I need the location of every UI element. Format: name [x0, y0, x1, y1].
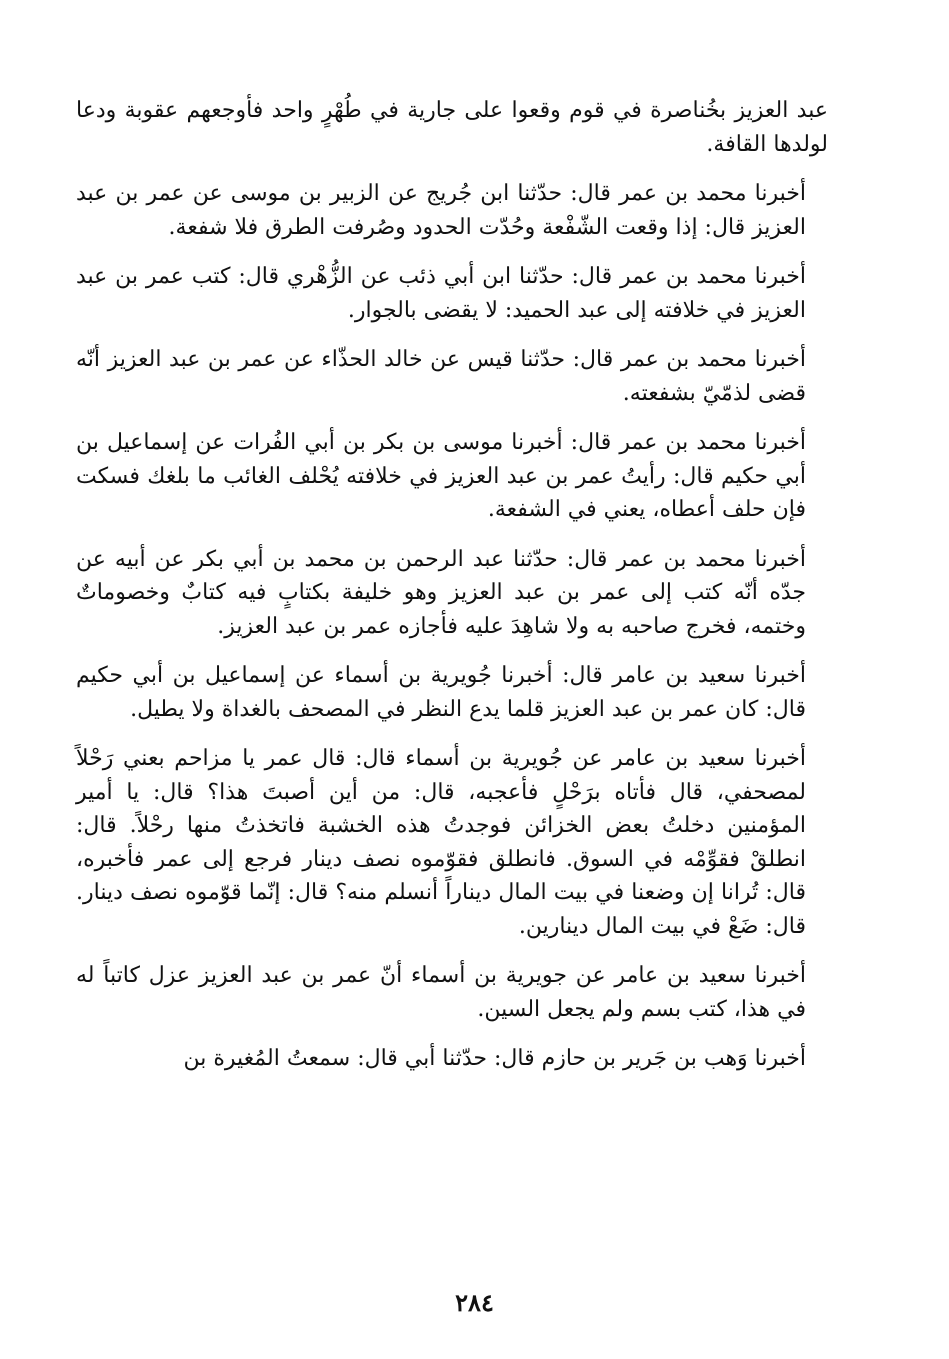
- paragraph: أخبرنا سعيد بن عامر عن جُويرية بن أسماء قال: قال عمر يا مزاحم بعني رَحْلاً لمصحفي، قال فأتاه برَحْلٍ فأعجبه، قال: من أين أصبتَ هذا؟ قال: يا أمير المؤمنين دخلتُ بعض الخزائن فوجدتُ هذه الخشبة فاتخذتُ منها رحْلاً. قال: انطلقْ فقوِّمْه في السوق. فانطلق فقوّموه نصف دينار فرجع إلى عمر فأخبره، قال: تُرانا إن وضعنا في بيت المال ديناراً أنسلم منه؟ قال: إنّما قوّموه نصف دينار. قال: ضَعْ في بيت المال دينارين.: [76, 746, 806, 939]
- paragraph: أخبرنا محمد بن عمر قال: حدّثنا عبد الرحمن بن محمد بن أبي بكر عن أبيه عن جدّه أنّه كتب إلى عمر بن عبد العزيز وهو خليفة بكتابٍ فيه كتابٌ وخصوماتٌ وختمه، فخرج صاحبه به ولا شاهِدَ عليه فأجازه عمر بن عبد العزيز.: [76, 546, 806, 639]
- page-number: ٢٨٤: [455, 1288, 494, 1317]
- paragraph-continuation: عبد العزيز بخُناصرة في قوم وقعوا على جارية في طُهْرٍ واحد فأوجعهم عقوبة ودعا لولدها القافة.: [76, 98, 828, 157]
- paragraph: أخبرنا سعيد بن عامر عن جويرية بن أسماء أنّ عمر بن عبد العزيز عزل كاتباً له في هذا، كتب بسم ولم يجعل السين.: [76, 963, 806, 1022]
- paragraph: أخبرنا سعيد بن عامر قال: أخبرنا جُويرية بن أسماء عن إسماعيل بن أبي حكيم قال: كان عمر بن عبد العزيز قلما يدع النظر في المصحف بالغداة ولا يطيل.: [76, 663, 806, 722]
- paragraph: أخبرنا محمد بن عمر قال: حدّثنا ابن أبي ذئب عن الزُّهْري قال: كتب عمر بن عبد العزيز في خلافته إلى عبد الحميد: لا يقضى بالجوار.: [76, 264, 806, 323]
- paragraph: أخبرنا محمد بن عمر قال: حدّثنا ابن جُريج عن الزبير بن موسى عن عمر بن عبد العزيز قال: إذا وقعت الشّفْعة وحُدّت الحدود وصُرفت الطرق فلا شفعة.: [76, 181, 806, 240]
- page-body-text: [76, 94, 828, 1092]
- paragraph-continues: أخبرنا وَهب بن جَرير بن حازم قال: حدّثنا أبي قال: سمعتُ المُغيرة بن: [183, 1046, 806, 1071]
- paragraph: أخبرنا محمد بن عمر قال: حدّثنا قيس عن خالد الحذّاء عن عمر بن عبد العزيز أنّه قضى لذمّيّ بشفعته.: [76, 347, 806, 406]
- paragraph: أخبرنا محمد بن عمر قال: أخبرنا موسى بن بكر بن أبي الفُرات عن إسماعيل بن أبي حكيم قال: رأيتُ عمر بن عبد العزيز في خلافته يُحْلف الغائب ما بلغك فسكت فإن حلف أعطاه، يعني في الشفعة.: [76, 430, 806, 522]
